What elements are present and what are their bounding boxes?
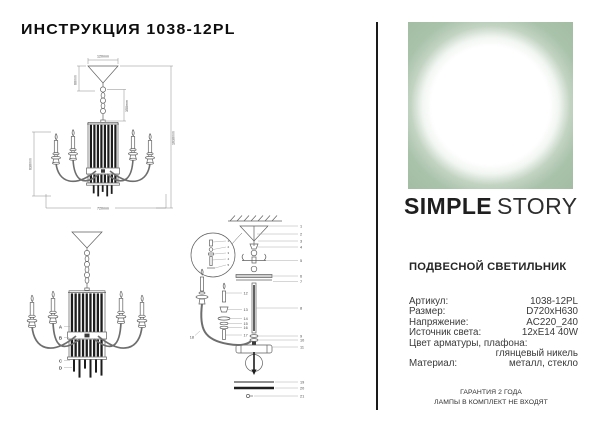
glass-rod-column — [87, 122, 120, 196]
callout-19: 19 — [300, 380, 305, 385]
assembly-exploded-drawing — [186, 213, 376, 405]
callout-11: 11 — [300, 345, 304, 350]
dim-label-diameter: 720mm — [97, 206, 109, 211]
candle-parts-stack — [218, 283, 230, 340]
spec-label: Цвет арматуры, плафона: — [409, 337, 528, 349]
candle — [51, 134, 60, 165]
callout-16: 16 — [243, 325, 248, 330]
dim-label-body-height: 630mm — [28, 158, 33, 170]
part-letter-a: A — [58, 324, 62, 330]
dim-label-chain: 350mm — [125, 100, 129, 112]
ring — [250, 335, 258, 338]
spec-label: Напряжение: — [409, 316, 469, 328]
dim-canopy — [77, 66, 95, 91]
callout-10: 10 — [300, 338, 305, 343]
bolt — [252, 342, 256, 345]
footer-notes — [399, 388, 583, 408]
detail-callout: 3 — [227, 251, 230, 256]
detail-callout: 5 — [227, 263, 230, 268]
ball-connector — [251, 250, 257, 256]
dim-label-total-height: 1630mm — [171, 131, 176, 145]
callout-21: 21 — [300, 394, 305, 399]
detail-callout: 1 — [227, 239, 230, 244]
hanging-rods — [93, 185, 113, 196]
callout-8: 8 — [300, 306, 303, 311]
hanging-rods — [73, 360, 103, 378]
spec-value: 1038-12PL — [530, 296, 578, 307]
lamps-note: ЛАМПЫ В КОМПЛЕКТ НЕ ВХОДЯТ — [434, 399, 548, 406]
detail-callout: 2 — [227, 245, 230, 250]
ceiling-hatch — [228, 216, 282, 222]
dim-body-height — [32, 132, 51, 196]
candle — [68, 130, 77, 161]
callout-6: 6 — [300, 274, 303, 279]
canopy — [88, 66, 118, 92]
callout-20: 20 — [300, 386, 305, 391]
candle — [48, 291, 58, 324]
callout-3: 3 — [300, 239, 303, 244]
callout-7: 7 — [300, 279, 303, 284]
brand-name — [404, 193, 577, 220]
spec-row-material — [409, 359, 578, 369]
candle — [116, 291, 126, 324]
dim-total-height — [120, 66, 173, 208]
detail-circle — [191, 233, 242, 277]
dim-label-top-width: 120mm — [97, 54, 109, 59]
ceiling-plate — [236, 275, 272, 281]
brand-logo-glow — [408, 22, 573, 189]
warranty-note: ГАРАНТИЯ 2 ГОДА — [460, 389, 522, 396]
brand-name-bold: SIMPLE — [404, 193, 493, 219]
detail-callout: 4 — [227, 257, 230, 262]
callout-5: 5 — [300, 258, 303, 263]
chain — [101, 93, 106, 123]
spec-value: металл, стекло — [509, 358, 578, 370]
callout-2: 2 — [300, 232, 303, 237]
candle — [128, 130, 137, 161]
spec-label: Источник света: — [409, 327, 482, 339]
spec-table — [409, 297, 578, 370]
ball-connector — [251, 266, 257, 272]
spec-value: AC220_240 — [526, 316, 578, 328]
spec-label: Артикул: — [409, 296, 449, 307]
chain — [85, 256, 90, 290]
canopy — [72, 232, 102, 256]
product-type-heading: ПОДВЕСНОЙ СВЕТИЛЬНИК — [409, 261, 567, 273]
central-rod — [252, 283, 256, 333]
vertical-divider — [376, 22, 378, 410]
callout-12: 12 — [243, 291, 248, 296]
callout-1: 1 — [300, 224, 303, 229]
part-letter-c: C — [58, 358, 62, 364]
ring — [250, 339, 258, 342]
chandelier-parts-view-drawing — [10, 226, 168, 396]
candle — [137, 295, 147, 328]
dim-label-canopy: 60mm — [73, 75, 78, 85]
spec-label: Размер: — [409, 306, 446, 318]
candle — [145, 134, 154, 165]
dim-top-width — [88, 58, 118, 64]
body-cylinder — [236, 345, 272, 353]
page-title: ИНСТРУКЦИЯ 1038-12PL — [21, 21, 236, 38]
sphere-with-arrow — [246, 352, 263, 375]
callout-9: 9 — [300, 334, 303, 339]
callout-15: 15 — [243, 321, 248, 326]
candle — [27, 295, 37, 328]
hook-crossbar — [242, 254, 266, 263]
part-letter-d: D — [58, 365, 62, 371]
spec-value-color: глянцевый никель — [495, 348, 578, 360]
chandelier-front-view-drawing — [20, 50, 188, 220]
small-finial — [246, 394, 253, 397]
callout-18: 18 — [189, 335, 194, 340]
spec-label: Материал: — [409, 358, 458, 370]
spec-value: 12xE14 40W — [521, 327, 578, 339]
callout-17: 17 — [243, 333, 248, 338]
callout-14: 14 — [243, 316, 248, 321]
callout-13: 13 — [243, 307, 248, 312]
callout-4: 4 — [300, 245, 303, 250]
part-letter-b: B — [58, 335, 62, 341]
canopy — [240, 226, 268, 249]
brand-name-light: STORY — [497, 193, 578, 219]
glass-rod-column — [68, 291, 107, 378]
spec-value: D720xH630 — [526, 306, 578, 318]
dim-chain — [106, 90, 126, 122]
